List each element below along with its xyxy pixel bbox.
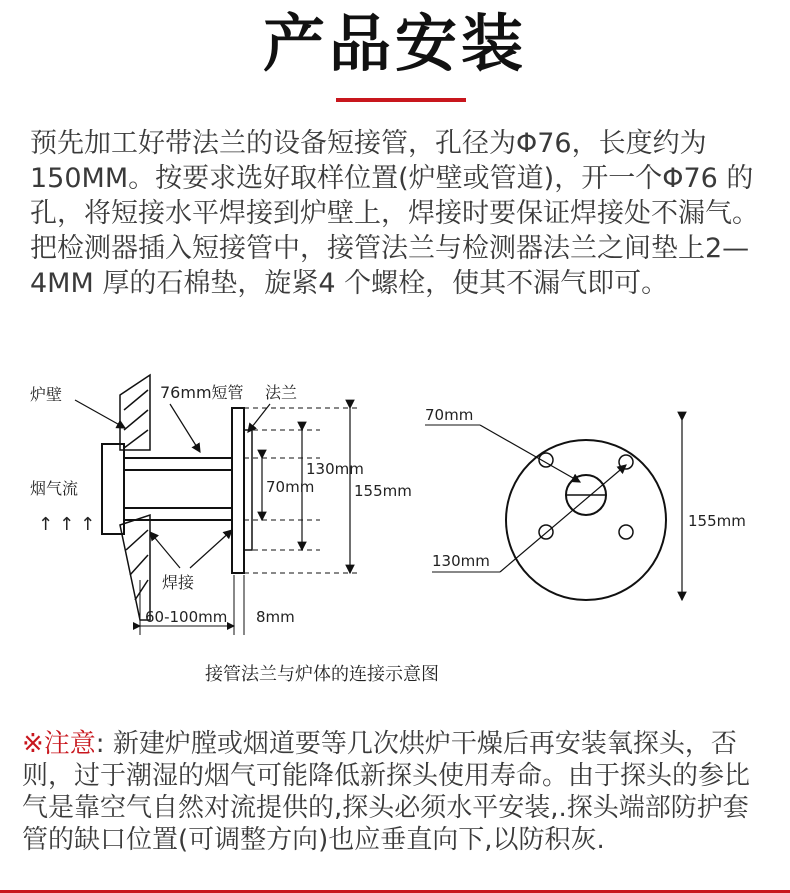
title-underline <box>336 98 466 102</box>
dim-130-label: 130mm <box>306 460 364 478</box>
probe-tip <box>102 444 124 534</box>
notice-text: : 新建炉膛或烟道要等几次烘炉干燥后再安装氧探头，否则，过于潮湿的烟气可能降低新探头使用寿命。由于探头的参比气是靠空气自然对流提供的,探头必须水平安装,.探头端部防护套管的缺口位置(可调整方向)也应垂直向下,以防积灰. <box>22 729 751 855</box>
flange-label: 法兰 <box>265 383 298 402</box>
installation-diagram <box>20 370 770 700</box>
bolt-hole <box>619 455 633 469</box>
dim-70-label: 70mm <box>266 478 315 496</box>
weld-label: 焊接 <box>162 573 195 592</box>
flange-130-label: 130mm <box>432 552 490 570</box>
flange-70-label: 70mm <box>425 406 474 424</box>
bolt-hole <box>619 525 633 539</box>
notice-lead: ※注意 <box>22 729 96 759</box>
dim-60-100-label: 60-100mm <box>145 608 228 626</box>
flue-gas-label: 烟气流 <box>30 479 79 498</box>
flow-arrows: ↑↑↑ <box>38 514 102 535</box>
flange-front-outer <box>506 440 666 600</box>
intro-paragraph: 预先加工好带法兰的设备短接管，孔径为Φ76，长度约为150MM。按要求选好取样位置(炉壁或管道)，开一个Φ76 的孔，将短接水平焊接到炉壁上，焊接时要保证焊接处不漏气。把检测器插入短接管中，接管法兰与检测器法兰之间垫上2—4MM 厚的石棉垫，旋紧4 个螺栓，使其不漏气即可。 <box>30 128 759 299</box>
diagram-caption: 接管法兰与炉体的连接示意图 <box>205 664 439 685</box>
dim-8-label: 8mm <box>256 608 295 626</box>
furnace-wall-label: 炉壁 <box>30 385 63 404</box>
dim-155-label: 155mm <box>354 482 412 500</box>
short-pipe <box>124 458 232 520</box>
notice-paragraph <box>22 728 772 856</box>
flange-155-label: 155mm <box>688 512 746 530</box>
flange-plate <box>244 430 252 550</box>
short-pipe-label: 76mm短管 <box>160 383 244 402</box>
page-title: 产品安装 <box>262 7 527 80</box>
flange-side <box>232 408 244 573</box>
